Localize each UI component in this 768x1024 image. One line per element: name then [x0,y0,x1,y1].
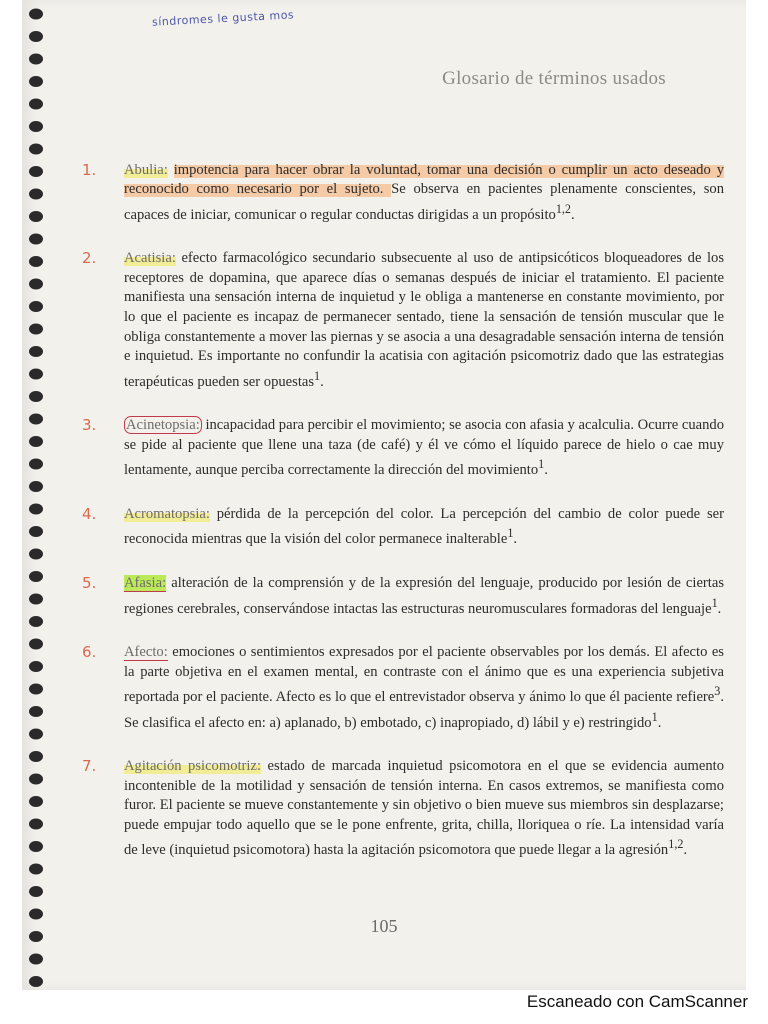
entry-definition: efecto farmacológico secundario subsecuente al uso de antipsicóticos bloqueadores de los receptores de dopamina, que aparece días o semanas después de iniciar el tratamiento. El paciente manifiesta una sensación interna de inquietud y le obliga a mantenerse en constante movimiento, por lo que el paciente es incapaz de permanecer sentado, tiene la sensación de tensión muscular que le obliga constantemente a mover las piernas y se asocia a una desagradable sensación interna de tensión e inquietud. Es importante no confundir la acatisia con agitación psicomotriz dado que las estrategias terapéuticas pueden ser opuestas [124,250,725,390]
spiral-ring [29,594,43,605]
entry-number: 1. [82,160,97,179]
spiral-ring [29,144,43,155]
spiral-ring [29,76,43,87]
spiral-ring [29,616,43,627]
spiral-ring [29,9,43,20]
spiral-ring [29,526,43,537]
citation: 1 [538,457,545,472]
entry-number: 6. [82,642,97,661]
spiral-ring [29,369,43,380]
entry-end: . [657,714,662,731]
spiral-ring [29,774,43,785]
spiral-ring [29,886,43,897]
spiral-ring [29,54,43,65]
spiral-ring [29,31,43,42]
entry-term: Agitación psicomotriz: [124,758,262,775]
spiral-ring [29,481,43,492]
spiral-ring [29,301,43,312]
entry-number: 5. [82,573,97,592]
citation: 1 [651,709,658,724]
entry-term: Afecto: [124,643,168,660]
spiral-ring [29,684,43,695]
entry-number: 7. [82,757,97,776]
spiral-ring [29,796,43,807]
spiral-ring [29,841,43,852]
entry-term: Acinetopsia: [126,417,200,434]
entry-end: . [320,373,324,390]
spiral-ring [29,549,43,560]
entry-definition: pérdida de la percepción del color. La percepción del cambio de color puede ser reconocida mientras que la visión del color permanece inalterable [124,505,724,548]
entry-definition: incapacidad para percibir el movimiento; se asocia con afasia y acalculia. Ocurre cuando se pide al paciente que llene una taza (de café) y él ve cómo el líquido parece de hielo o cae muy lentamente, aunque perciba correctamente la dirección del movimiento [124,417,724,479]
entry-term: Acromatopsia: [124,505,210,522]
spiral-ring [29,166,43,177]
entry-definition: estado de marcada inquietud psicomotora en el que se evidencia aumento incontenible de la motilidad y sensación de tensión interna. En casos extremos, se manifiesta como furor. El paciente se mueve constantemente y sin objetivo o bien mueve sus miembros sin desplazarse; puede empujar todo aquello que se le pone enfrente, grita, chilla, lloriquea o ríe. La intensidad varía de leve (inquietud psicomotora) hasta la agitación psicomotora que puede llegar a la agresión [124,758,725,859]
spiral-ring [29,436,43,447]
spiral-ring [29,751,43,762]
scanner-watermark: Escaneado con CamScanner [526,992,748,1011]
spiral-ring [29,279,43,290]
glossary-entry-acinetopsia [84,416,724,481]
spiral-ring [29,661,43,672]
citation: 1,2 [668,837,684,852]
glossary-entry-afecto [84,643,724,733]
spiral-ring [29,459,43,470]
entry-definition: emociones o sentimientos expresados por el paciente observables por los demás. El afecto es la parte objetiva en el examen mental, en contraste con el ánimo que es una experiencia subjetiva reportada por el paciente. Afecto es lo que el entrevistador observa y ánimo lo que él paciente refiere [124,643,724,706]
citation: 1 [314,368,321,383]
spiral-ring [29,189,43,200]
notebook-page [22,0,746,990]
entry-term: Abulia: [124,161,168,178]
citation: 1,2 [555,201,572,216]
handwritten-note: síndromes le gusta mos [151,8,295,29]
page-header: Glosario de términos usados [442,68,666,89]
entry-end: . [571,206,575,223]
glossary-entry-abulia [84,161,724,226]
entry-end: . [544,462,548,479]
spiral-ring [29,706,43,717]
page-number: 105 [370,916,398,936]
glossary-entry-acromatopsia [84,505,724,550]
spiral-ring [29,504,43,515]
glossary-list [84,146,724,885]
entry-definition: impotencia para hacer obrar la voluntad, tomar una decisión o cumplir un acto deseado y reconocido como necesario por el sujeto. [124,161,724,198]
entry-number: 4. [82,504,97,523]
entry-end: . [513,531,518,548]
spiral-ring [29,234,43,245]
spiral-ring [29,414,43,425]
entry-term: Acatisia: [124,250,176,267]
spiral-ring [29,121,43,132]
spiral-ring [29,99,43,110]
entry-number: 2. [82,249,97,268]
glossary-entry-acatisia [84,249,724,392]
spiral-ring [29,954,43,965]
spiral-binding [22,0,68,990]
entry-definition: alteración de la comprensión y de la expresión del lenguaje, producido por lesión de ciertas regiones cerebrales, conservándose intactas las estructuras neuromusculares formadoras del lenguaje [124,574,724,617]
entry-number: 3. [82,416,97,435]
spiral-ring [29,211,43,222]
spiral-ring [29,976,43,987]
spiral-ring [29,639,43,650]
entry-definition-cont: Se observa en pacientes plenamente conscientes, son capaces de iniciar, comunicar o regular conductas dirigidas a un propósito [124,181,724,223]
spiral-ring [29,256,43,267]
citation: 1 [507,526,514,541]
glossary-entry-agitacion-psicomotriz [84,757,724,861]
entry-term: Afasia: [124,574,167,591]
spiral-ring [29,391,43,402]
spiral-ring [29,729,43,740]
spiral-ring [29,346,43,357]
entry-end: . [683,842,688,859]
spiral-ring [29,819,43,830]
spiral-ring [29,324,43,335]
entry-end: . [717,600,722,617]
spiral-ring [29,571,43,582]
entry-definition-cont: . Se clasifica el afecto en: a) aplanado, b) embotado, c) inapropiado, d) lábil y e) restringido [124,689,724,731]
citation: 3 [714,684,721,699]
citation: 1 [711,595,718,610]
spiral-ring [29,864,43,875]
glossary-entry-afasia [84,574,724,619]
